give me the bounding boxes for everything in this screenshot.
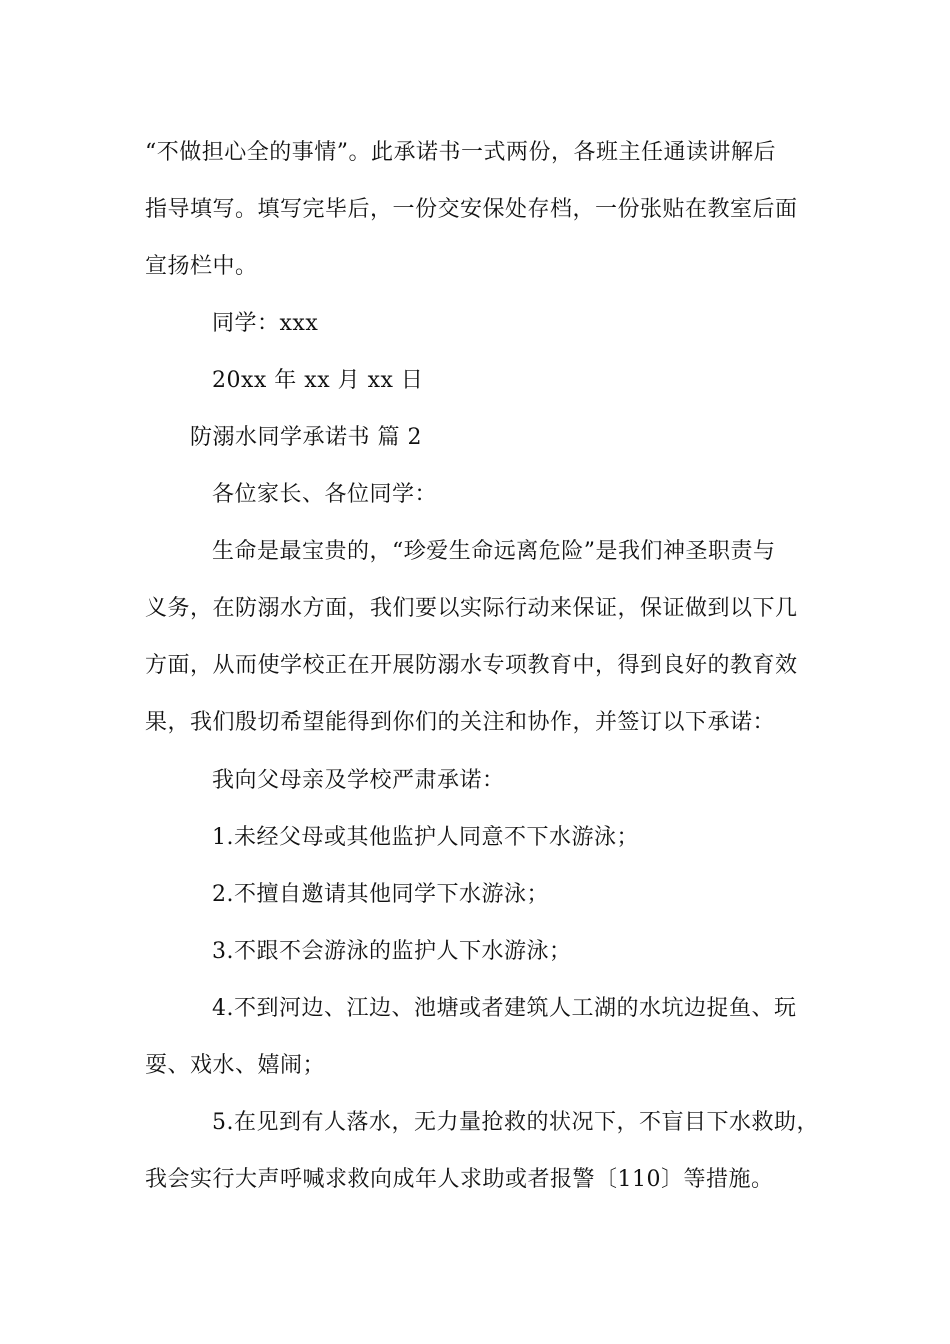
paragraph-line: 果，我们殷切希望能得到你们的关注和协作，并签订以下承诺： — [145, 710, 776, 735]
text-line: 宣扬栏中。 — [145, 254, 258, 279]
promise-item-4: 4.不到河边、江边、池塘或者建筑人工湖的水坑边捉鱼、玩 — [212, 996, 797, 1021]
promise-intro: 我向父母亲及学校严肃承诺： — [212, 768, 505, 793]
text-line: “不做担心全的事情”。此承诺书一式两份，各班主任通读讲解后 — [145, 140, 776, 165]
section-title: 防溺水同学承诺书 篇 2 — [190, 425, 422, 450]
promise-item-3: 3.不跟不会游泳的监护人下水游泳； — [212, 939, 572, 964]
signature-date: 20xx 年 xx 月 xx 日 — [212, 368, 424, 393]
salutation: 各位家长、各位同学： — [212, 482, 438, 507]
paragraph-line: 方面，从而使学校正在开展防溺水专项教育中，得到良好的教育效 — [145, 653, 798, 678]
paragraph-line: 义务，在防溺水方面，我们要以实际行动来保证，保证做到以下几 — [145, 596, 798, 621]
signature-student: 同学：xxx — [212, 311, 319, 336]
promise-item-4-cont: 耍、戏水、嬉闹； — [145, 1053, 326, 1078]
promise-item-5: 5.在见到有人落水，无力量抢救的状况下，不盲目下水救助， — [212, 1110, 819, 1135]
promise-item-5-cont: 我会实行大声呼喊求救向成年人求助或者报警〔110〕等措施。 — [145, 1167, 774, 1192]
paragraph-line: 生命是最宝贵的，“珍爱生命远离危险”是我们神圣职责与 — [212, 539, 776, 564]
text-line: 指导填写。填写完毕后，一份交安保处存档，一份张贴在教室后面 — [145, 197, 798, 222]
promise-item-1: 1.未经父母或其他监护人同意不下水游泳； — [212, 825, 639, 850]
promise-item-2: 2.不擅自邀请其他同学下水游泳； — [212, 882, 549, 907]
